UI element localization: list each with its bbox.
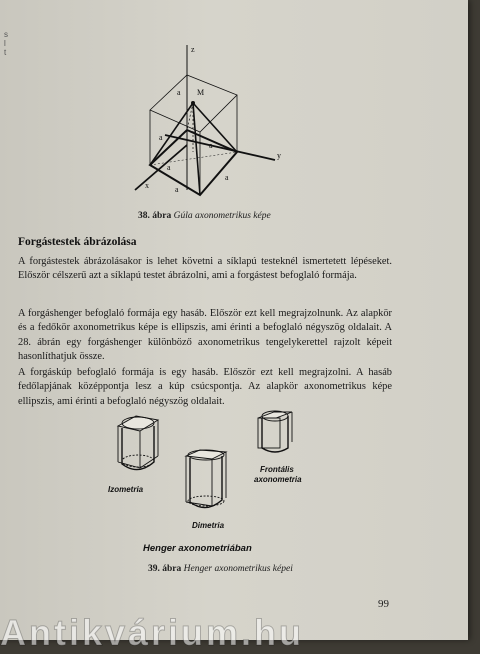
caption-number: 39. ábra: [148, 564, 182, 574]
isometric-cylinder: [118, 416, 158, 470]
x-axis-label: x: [145, 181, 149, 190]
apex-point: [191, 101, 195, 105]
izometria-label: Izometria: [108, 485, 144, 494]
figure-38-caption: [138, 211, 271, 221]
edge-label: a: [167, 163, 171, 172]
edge-mark: t: [4, 48, 7, 57]
y-axis-label: y: [277, 151, 281, 160]
dimetria-label: Dimetria: [192, 521, 225, 530]
paragraph: A forgáskúp befoglaló formája is egy hasáb. Először ezt kell megrajzolni. A hasáb fedőlapjának középpontja lesz a kúp csúcspontja. Az alapkör axonometrikus képe ellipszis, ami érinti a befoglaló négyszög oldalait.: [18, 367, 392, 407]
page-number: 99: [378, 598, 389, 610]
edge-mark: s: [4, 30, 8, 39]
edge-label: a: [159, 133, 163, 142]
paragraph: A forgástestek ábrázolásakor is lehet követni a síklapú testeknél ismertetett lépéseket. Először célszerű azt a síklapú testet ábrázolni, ami a forgástest befoglaló formája.: [18, 256, 392, 282]
pyramid-axonometric-figure: [125, 40, 300, 205]
dimetric-cylinder: [186, 450, 226, 508]
figure-39-caption: [148, 564, 293, 574]
figure-39-title: Henger axonometriában: [143, 543, 252, 554]
watermark: Antikvárium.hu: [0, 612, 305, 653]
edge-label: a: [175, 185, 179, 194]
caption-number: 38. ábra: [138, 211, 172, 221]
edge-label: a: [225, 173, 229, 182]
z-axis-label: z: [191, 45, 195, 54]
edge-label: a: [209, 141, 213, 150]
frontalis-label: Frontális: [260, 465, 294, 474]
page-edge-letters: [4, 30, 8, 57]
edge-label: a: [177, 88, 181, 97]
y-axis: [165, 135, 275, 160]
cylinder-axonometric-figure: [108, 404, 328, 559]
caption-text: Gúla axonometrikus képe: [173, 211, 271, 221]
paragraph: A forgáshenger befoglaló formája egy hasáb. Először ezt kell megrajzolnunk. Az alapkör és a fedőkör axonometrikus képe is ellipszis, ami érinti a befoglaló négyszög oldalait. A 28. ábrán egy forgáshenger különböző axonometrikus tengelykerettel rajzolt képeit hasonlíthatjuk össze.: [18, 308, 392, 362]
frontal-cylinder: [258, 411, 292, 452]
section-heading: Forgástestek ábrázolása: [18, 236, 137, 248]
apex-label: M: [197, 88, 205, 97]
pyramid-base: [150, 130, 237, 195]
edge-mark: l: [4, 39, 6, 48]
axonometria-label: axonometria: [254, 475, 302, 484]
caption-text: Henger axonometrikus képei: [183, 564, 293, 574]
